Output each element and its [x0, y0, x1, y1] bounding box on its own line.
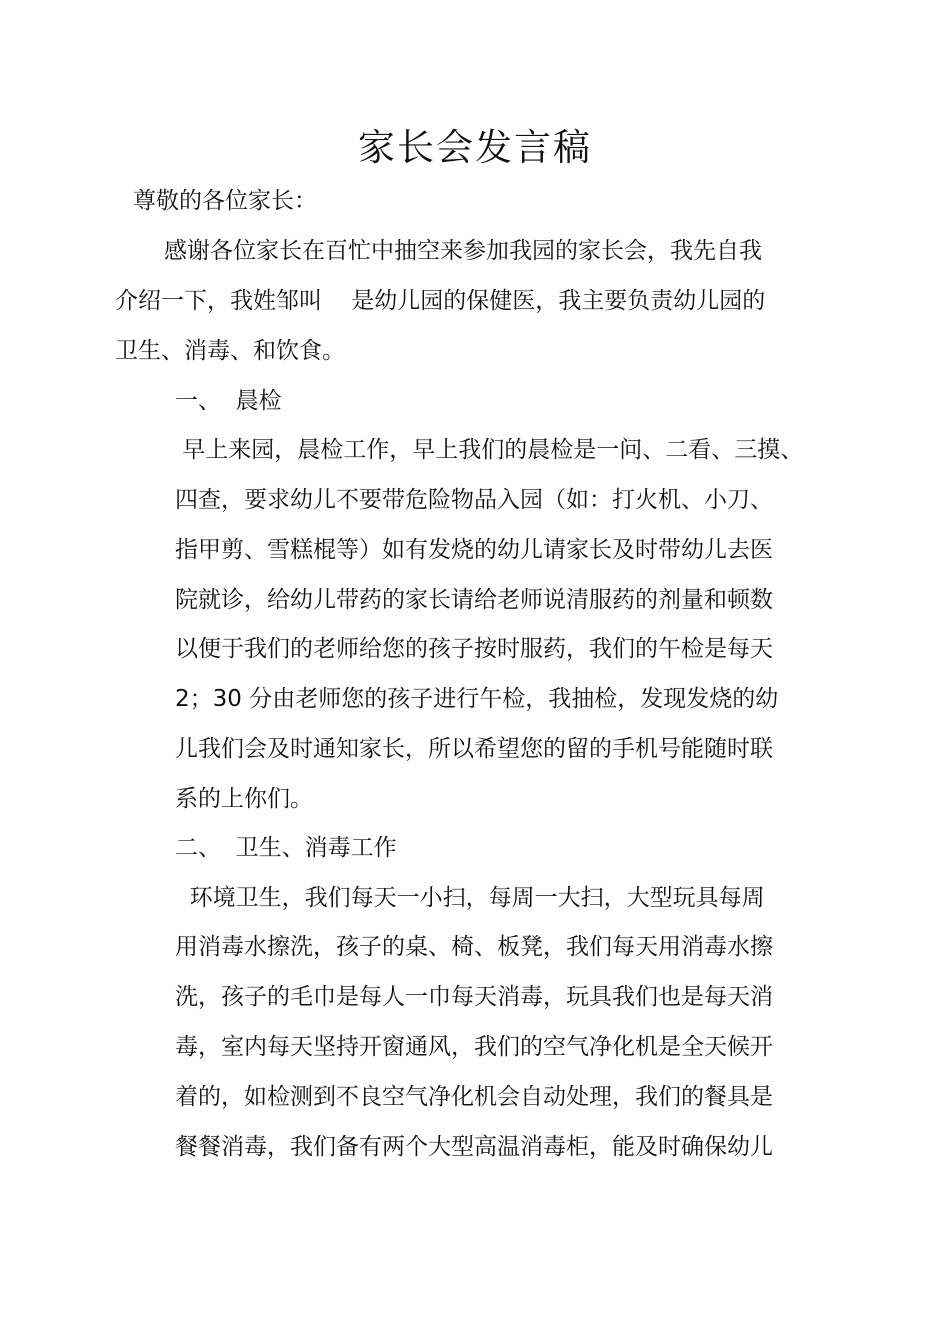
section-heading-morning-check: 一、 晨检: [175, 388, 282, 414]
section1-line: 儿我们会及时通知家长，所以希望您的留的手机号能随时联: [175, 736, 773, 762]
section1-line: 2；30 分由老师您的孩子进行午检，我抽检，发现发烧的幼: [175, 686, 779, 712]
section1-line: 以便于我们的老师给您的孩子按时服药，我们的午检是每天: [175, 636, 773, 662]
intro-line: 感谢各位家长在百忙中抽空来参加我园的家长会，我先自我: [164, 238, 762, 264]
section2-line: 用消毒水擦洗，孩子的桌、椅、板凳，我们每天用消毒水擦: [175, 934, 773, 960]
section2-line: 环境卫生，我们每天一小扫，每周一大扫，大型玩具每周: [175, 885, 765, 911]
section1-line: 早上来园，晨检工作，早上我们的晨检是一问、二看、三摸、: [175, 437, 804, 463]
section1-line: 指甲剪、雪糕棍等）如有发烧的幼儿请家长及时带幼儿去医: [175, 537, 773, 563]
section2-line: 餐餐消毒，我们备有两个大型高温消毒柜，能及时确保幼儿: [175, 1134, 773, 1160]
section1-line: 四查，要求幼儿不要带危险物品入园（如：打火机、小刀、: [175, 487, 773, 513]
document-title: 家长会发言稿: [358, 126, 592, 169]
section-heading-hygiene: 二、 卫生、消毒工作: [175, 835, 397, 861]
intro-line: 介绍一下，我姓邹叫 是幼儿园的保健医，我主要负责幼儿园的: [115, 288, 766, 314]
section2-line: 洗，孩子的毛巾是每人一巾每天消毒，玩具我们也是每天消: [175, 984, 773, 1010]
intro-line: 卫生、消毒、和饮食。: [115, 338, 345, 364]
salutation: 尊敬的各位家长：: [133, 188, 317, 214]
section1-line: 系的上你们。: [175, 786, 313, 812]
section2-line: 毒，室内每天坚持开窗通风，我们的空气净化机是全天候开: [175, 1034, 773, 1060]
section1-line: 院就诊，给幼儿带药的家长请给老师说清服药的剂量和顿数: [175, 587, 773, 613]
section2-line: 着的，如检测到不良空气净化机会自动处理，我们的餐具是: [175, 1084, 773, 1110]
